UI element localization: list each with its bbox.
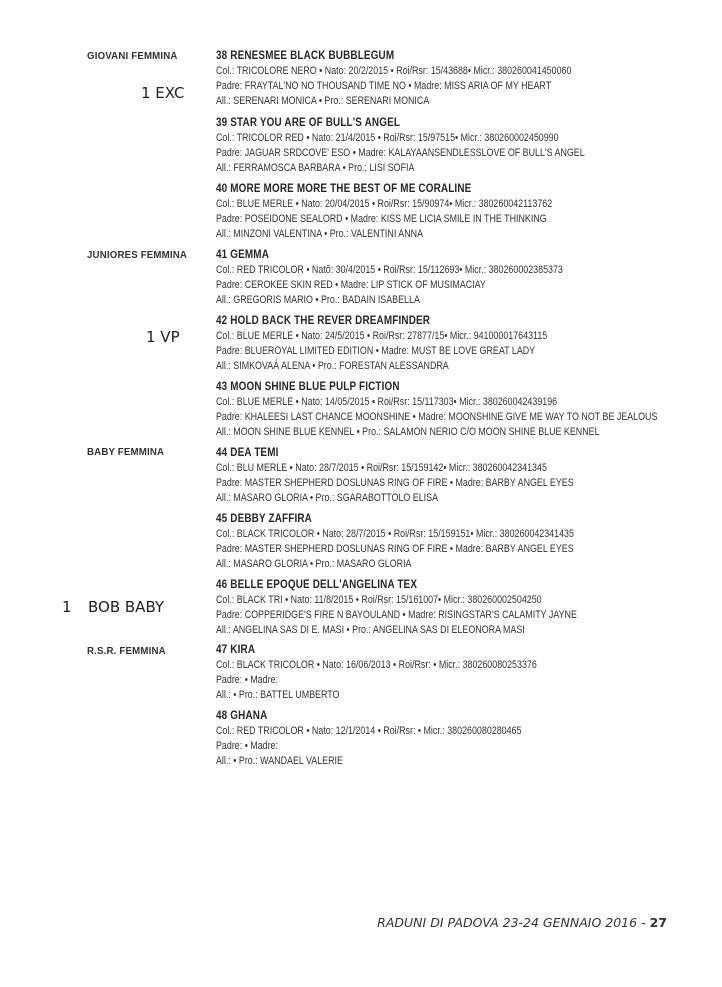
entry-breeder-owner: All.: MOON SHINE BLUE KENNEL • Pro.: SALAMON NERIO C/O MOON SHINE BLUE KENNEL [216, 426, 600, 439]
entry-color-birth-reg: Col.: BLU MERLE • Nato: 28/7/2015 • Roi/Rsr: 15/159142• Micr.: 380260042341345 [216, 462, 547, 474]
category-rsr-femmina: R.S.R. FEMMINA [87, 645, 166, 657]
footer-separator: - [641, 915, 646, 930]
entry-parents: Padre: • Madre: [216, 674, 278, 687]
category-juniores-femmina: JUNIORES FEMMINA [87, 249, 188, 261]
footer-event-title: RADUNI DI PADOVA 23-24 GENNAIO 2016 [377, 915, 638, 930]
entry-parents: Padre: CEROKEE SKIN RED • Madre: LIP STICK OF MUSIMACIAY [216, 279, 486, 292]
entry-breeder-owner: All.: • Pro.: WANDAEL VALERIE [216, 755, 343, 768]
entry-40 [216, 182, 686, 243]
entry-color-birth-reg: Col.: BLACK TRICOLOR • Nato: 16/06/2013 • Roi/Rsr: • Micr.: 380260080253376 [216, 659, 537, 671]
entry-title: 43 MOON SHINE BLUE PULP FICTION [216, 381, 400, 393]
entry-45 [216, 512, 686, 573]
entry-39 [216, 116, 686, 177]
category-giovani-femmina: GIOVANI FEMMINA [87, 50, 178, 62]
entry-44 [216, 446, 686, 507]
entry-47 [216, 643, 686, 704]
entry-color-birth-reg: Col.: BLACK TRICOLOR • Nato: 28/7/2015 • Roi/Rsr: 15/159151• Micr.: 380260042341435 [216, 528, 574, 540]
result-annotation-bob-baby: BOB BABY [88, 598, 165, 616]
entry-title: 46 BELLE EPOQUE DELL'ANGELINA TEX [216, 579, 418, 591]
entry-breeder-owner: All.: GREGORIS MARIO • Pro.: BADAIN ISABELLA [216, 294, 420, 307]
entry-color-birth-reg: Col.: BLUE MERLE • Nato: 24/5/2015 • Roi/Rsr: 27877/15• Micr.: 941000017643115 [216, 330, 548, 342]
entry-breeder-owner: All.: MASARO GLORIA • Pro.: MASARO GLORIA [216, 558, 412, 571]
result-annotation-vp: 1 VP [146, 328, 180, 346]
page-footer [377, 915, 667, 930]
entry-title: 44 DEA TEMI [216, 447, 279, 459]
entry-breeder-owner: All.: SIMKOVAÁ ALENA • Pro.: FORESTAN ALESSANDRA [216, 360, 449, 373]
entry-43 [216, 380, 686, 441]
entry-color-birth-reg: Col.: RED TRICOLOR • Natô: 30/4/2015 • Roi/Rsr: 15/112693• Micr.: 380260002385373 [216, 264, 563, 276]
entry-parents: Padre: POSEIDONE SEALORD • Madre: KISS ME LICIA SMILE IN THE THINKING [216, 213, 547, 226]
entry-title: 38 RENESMEE BLACK BUBBLEGUM [216, 50, 395, 62]
entry-42 [216, 314, 686, 375]
entry-48 [216, 709, 686, 770]
entry-breeder-owner: All.: MASARO GLORIA • Pro.: SGARABOTTOLO ELISA [216, 492, 439, 505]
entry-color-birth-reg: Col.: TRICOLOR RED • Nato: 21/4/2015 • Roi/Rsr: 15/97515• Micr.: 380260002450990 [216, 132, 559, 144]
entry-title: 48 GHANA [216, 710, 268, 722]
entry-color-birth-reg: Col.: BLACK TRI • Nato: 11/8/2015 • Roi/Rsr: 15/161007• Micr.: 380260002504250 [216, 594, 542, 606]
entry-parents: Padre: COPPERIDGE'S FIRE N BAYOULAND • Madre: RISINGSTAR'S CALAMITY JAYNE [216, 609, 577, 622]
entry-breeder-owner: All.: MINZONI VALENTINA • Pro.: VALENTINI ANNA [216, 228, 424, 241]
entry-parents: Padre: BLUEROYAL LIMITED EDITION • Madre: MUST BE LOVE GREAT LADY [216, 345, 536, 358]
entry-parents: Padre: • Madre: [216, 740, 278, 753]
entry-breeder-owner: All.: • Pro.: BATTEL UMBERTO [216, 689, 340, 702]
entry-parents: Padre: MASTER SHEPHERD DOSLUNAS RING OF FIRE • Madre: BARBY ANGEL EYES [216, 477, 574, 490]
entry-41 [216, 248, 686, 309]
entry-title: 42 HOLD BACK THE REVER DREAMFINDER [216, 315, 431, 327]
entry-color-birth-reg: Col.: BLUE MERLE • Nato: 14/05/2015 • Roi/Rsr: 15/117303• Micr.: 380260042439196 [216, 396, 558, 408]
entry-parents: Padre: JAGUAR SRDCOVE' ESO • Madre: KALAYAANSENDLESSLOVE OF BULL'S ANGEL [216, 147, 585, 160]
result-annotation-number: 1 [62, 598, 72, 616]
entry-breeder-owner: All.: SERENARI MONICA • Pro.: SERENARI MONICA [216, 95, 430, 108]
result-annotation-exc: 1 EXC [141, 84, 185, 102]
entry-title: 40 MORE MORE MORE THE BEST OF ME CORALINE [216, 183, 472, 195]
entry-title: 47 KIRA [216, 644, 256, 656]
entry-parents: Padre: MASTER SHEPHERD DOSLUNAS RING OF FIRE • Madre: BARBY ANGEL EYES [216, 543, 574, 556]
entry-title: 39 STAR YOU ARE OF BULL'S ANGEL [216, 117, 401, 129]
entry-parents: Padre: FRAYTAL'NO NO THOUSAND TIME NO • Madre: MISS ARIA OF MY HEART [216, 80, 552, 93]
entry-title: 45 DEBBY ZAFFIRA [216, 513, 312, 525]
entry-color-birth-reg: Col.: BLUE MERLE • Nato: 20/04/2015 • Roi/Rsr: 15/90974• Micr.: 380260042113762 [216, 198, 553, 210]
entry-color-birth-reg: Col.: TRICOLORE NERO • Nato: 20/2/2015 • Roi/Rsr: 15/43688• Micr.: 380260041450060 [216, 65, 572, 77]
entry-breeder-owner: All.: FERRAMOSCA BARBARA • Pro.: LISI SOFIA [216, 162, 415, 175]
page-number: 27 [649, 915, 667, 930]
entry-46 [216, 578, 686, 639]
category-baby-femmina: BABY FEMMINA [87, 446, 165, 458]
entry-color-birth-reg: Col.: RED TRICOLOR • Nato: 12/1/2014 • Roi/Rsr: • Micr.: 380260080280465 [216, 725, 522, 737]
entry-breeder-owner: All.: ANGELINA SAS DI E. MASI • Pro.: ANGELINA SAS DI ELEONORA MASI [216, 624, 525, 637]
entry-38 [216, 49, 686, 110]
entry-parents: Padre: KHALEESI LAST CHANCE MOONSHINE • Madre: MOONSHINE GIVE ME WAY TO NOT BE JEALOUS [216, 411, 658, 424]
entry-title: 41 GEMMA [216, 249, 270, 261]
